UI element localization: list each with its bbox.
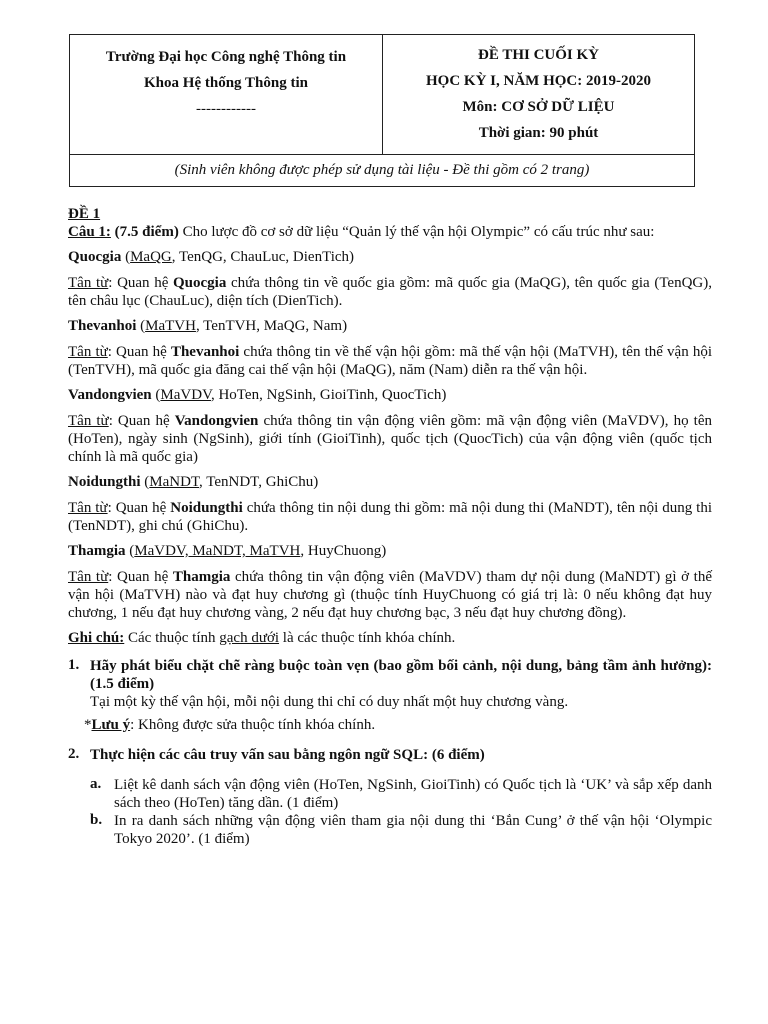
relation-noidungthi-desc xyxy=(68,499,712,535)
header-divider: ------------ xyxy=(196,101,256,117)
question-1-note xyxy=(84,716,712,734)
note-star: * xyxy=(84,717,92,733)
tan-tu-label: Tân từ xyxy=(68,413,109,429)
header-row xyxy=(70,35,694,155)
question-item-title: Thực hiện các câu truy vấn sau bằng ngôn ngữ SQL: (6 điểm) xyxy=(90,747,485,763)
sub-question-label: b. xyxy=(90,812,103,828)
relation-quocgia xyxy=(68,247,712,267)
relation-thevanhoi-desc xyxy=(68,343,712,379)
header-left-cell xyxy=(70,35,383,154)
question-1-text: Cho lược đồ cơ sở dữ liệu “Quản lý thế vận hội Olympic” có cấu trúc như sau: xyxy=(178,224,655,240)
question-1-intro xyxy=(68,223,712,241)
desc-prefix: : Quan hệ xyxy=(107,500,171,516)
sub-question-text: Liệt kê danh sách vận động viên (HoTen, NgSinh, GioiTinh) có Quốc tịch là ‘UK’ và sắp xếp danh sách theo (HoTen) tăng dần. (1 điểm) xyxy=(114,777,712,811)
relation-attrs: , HuyChuong) xyxy=(300,543,387,559)
relation-key: MaNDT xyxy=(149,474,200,490)
relation-noidungthi xyxy=(68,472,712,492)
question-item-number: 1. xyxy=(68,657,80,673)
tan-tu-label: Tân từ xyxy=(68,500,108,516)
note-label: Lưu ý xyxy=(91,717,131,733)
sub-question-label: a. xyxy=(90,776,102,792)
exam-duration: Thời gian: 90 phút xyxy=(478,125,599,141)
relation-vandongvien-desc xyxy=(68,412,712,466)
question-item-1 xyxy=(68,657,712,711)
question-item-content xyxy=(90,657,712,711)
question-1-points: (7.5 điểm) xyxy=(114,224,179,240)
exam-title: ĐỀ THI CUỐI KỲ xyxy=(478,47,599,63)
relation-name: Thamgia xyxy=(68,543,126,559)
relation-name: Noidungthi xyxy=(68,474,141,490)
relation-attrs: , TenNDT, GhiChu) xyxy=(199,474,319,490)
relation-attrs: , TenQG, ChauLuc, DienTich) xyxy=(171,249,355,265)
question-item-content xyxy=(90,746,712,764)
question-1-label: Câu 1: xyxy=(68,224,111,240)
relation-attrs: , HoTen, NgSinh, GioiTinh, QuocTich) xyxy=(210,387,447,403)
relation-open: ( xyxy=(136,318,146,334)
sub-question-a xyxy=(90,776,712,812)
ghichu-underlined: gạch dưới xyxy=(219,630,280,646)
desc-prefix: : Quan hệ xyxy=(107,344,171,360)
exam-term: HỌC KỲ I, NĂM HỌC: 2019-2020 xyxy=(426,73,651,89)
relation-thevanhoi xyxy=(68,316,712,336)
header-note: (Sinh viên không được phép sử dụng tài liệu - Đề thi gồm có 2 trang) xyxy=(174,162,590,178)
relation-open: ( xyxy=(140,474,150,490)
relation-name: Vandongvien xyxy=(68,387,152,403)
question-item-2 xyxy=(68,746,712,764)
relation-thamgia-desc xyxy=(68,568,712,622)
relation-open: ( xyxy=(151,387,161,403)
relation-key: MaVDV, MaNDT, MaTVH xyxy=(134,543,301,559)
ghichu-label: Ghi chú: xyxy=(68,630,125,646)
desc-text: chứa thông tin về quốc gia gồm: mã quốc gia (MaQG), tên quốc gia (TenQG), tên châu lục (ChauLuc), diện tích (DienTich). xyxy=(68,275,712,309)
ghichu-text-end: là các thuộc tính khóa chính. xyxy=(279,630,456,646)
relation-open: ( xyxy=(121,249,131,265)
sub-question-text: In ra danh sách những vận động viên tham gia nội dung thi ‘Bắn Cung’ ở thế vận hội ‘Olympic Tokyo 2020’. (1 điểm) xyxy=(114,813,712,847)
desc-relation-name: Noidungthi xyxy=(170,500,243,516)
desc-prefix: : Quan hệ xyxy=(108,413,175,429)
desc-relation-name: Thamgia xyxy=(172,569,231,585)
exam-body xyxy=(68,205,712,848)
relation-vandongvien xyxy=(68,385,712,405)
tan-tu-label: Tân từ xyxy=(68,275,109,291)
tan-tu-label: Tân từ xyxy=(68,344,108,360)
note-text: : Không được sửa thuộc tính khóa chính. xyxy=(130,717,376,733)
relation-key: MaVDV xyxy=(160,387,211,403)
faculty-name: Khoa Hệ thống Thông tin xyxy=(144,75,308,91)
question-item-number: 2. xyxy=(68,746,80,762)
question-item-line: Tại một kỳ thế vận hội, mỗi nội dung thi chỉ có duy nhất một huy chương vàng. xyxy=(90,694,569,710)
desc-relation-name: Thevanhoi xyxy=(170,344,240,360)
school-name: Trường Đại học Công nghệ Thông tin xyxy=(105,49,347,65)
desc-text: chứa thông tin về thế vận hội gồm: mã thế vận hội (MaTVH), tên thế vận hội (TenTVH), mã quốc gia đăng cai thế vận hội (MaQG), năm (Nam) diễn ra thế vận hội. xyxy=(68,344,712,378)
header-right-cell xyxy=(383,35,694,154)
desc-text: chứa thông tin vận động viên gồm: mã vận động viên (MaVDV), họ tên (HoTen), ngày sinh (NgSinh), giới tính (GioiTinh), quốc tịch (QuocTich) của vận động viên (quốc tịch chính là mã quốc gia) xyxy=(68,413,712,465)
desc-relation-name: Quocgia xyxy=(173,275,227,291)
ghichu-text: Các thuộc tính xyxy=(124,630,220,646)
relation-attrs: , TenTVH, MaQG, Nam) xyxy=(195,318,348,334)
relation-thamgia xyxy=(68,541,712,561)
relation-open: ( xyxy=(125,543,135,559)
header-table xyxy=(69,34,695,187)
relation-name: Quocgia xyxy=(68,249,122,265)
relation-key: MaQG xyxy=(130,249,172,265)
relation-key: MaTVH xyxy=(145,318,196,334)
desc-prefix: : Quan hệ xyxy=(108,275,173,291)
sub-question-b xyxy=(90,812,712,848)
question-item-title: Hãy phát biểu chặt chẽ ràng buộc toàn vẹn (bao gồm bối cảnh, nội dung, bảng tầm ảnh hưởng): (1.5 điểm) xyxy=(90,658,712,692)
primary-key-note xyxy=(68,629,712,647)
exam-version: ĐỀ 1 xyxy=(68,206,101,222)
desc-prefix: : Quan hệ xyxy=(108,569,173,585)
desc-text: chứa thông tin vận động viên (MaVDV) tham dự nội dung (MaNDT) gì ở thế vận hội (MaTVH) nào và đạt huy chương gì (thuộc tính HuyChuong có giá trị là: 0 nếu không đạt huy chương, 1 nếu đạt huy chương vàng, 2 nếu đạt huy chương bạc, 3 nếu đạt huy chương đồng). xyxy=(68,569,712,621)
tan-tu-label: Tân từ xyxy=(68,569,109,585)
relation-name: Thevanhoi xyxy=(68,318,137,334)
exam-subject: Môn: CƠ SỞ DỮ LIỆU xyxy=(462,99,615,115)
relation-quocgia-desc xyxy=(68,274,712,310)
desc-text: chứa thông tin nội dung thi gồm: mã nội dung thi (MaNDT), tên nội dung thi (TenNDT), ghi chú (GhiChu). xyxy=(68,500,712,534)
desc-relation-name: Vandongvien xyxy=(174,413,259,429)
